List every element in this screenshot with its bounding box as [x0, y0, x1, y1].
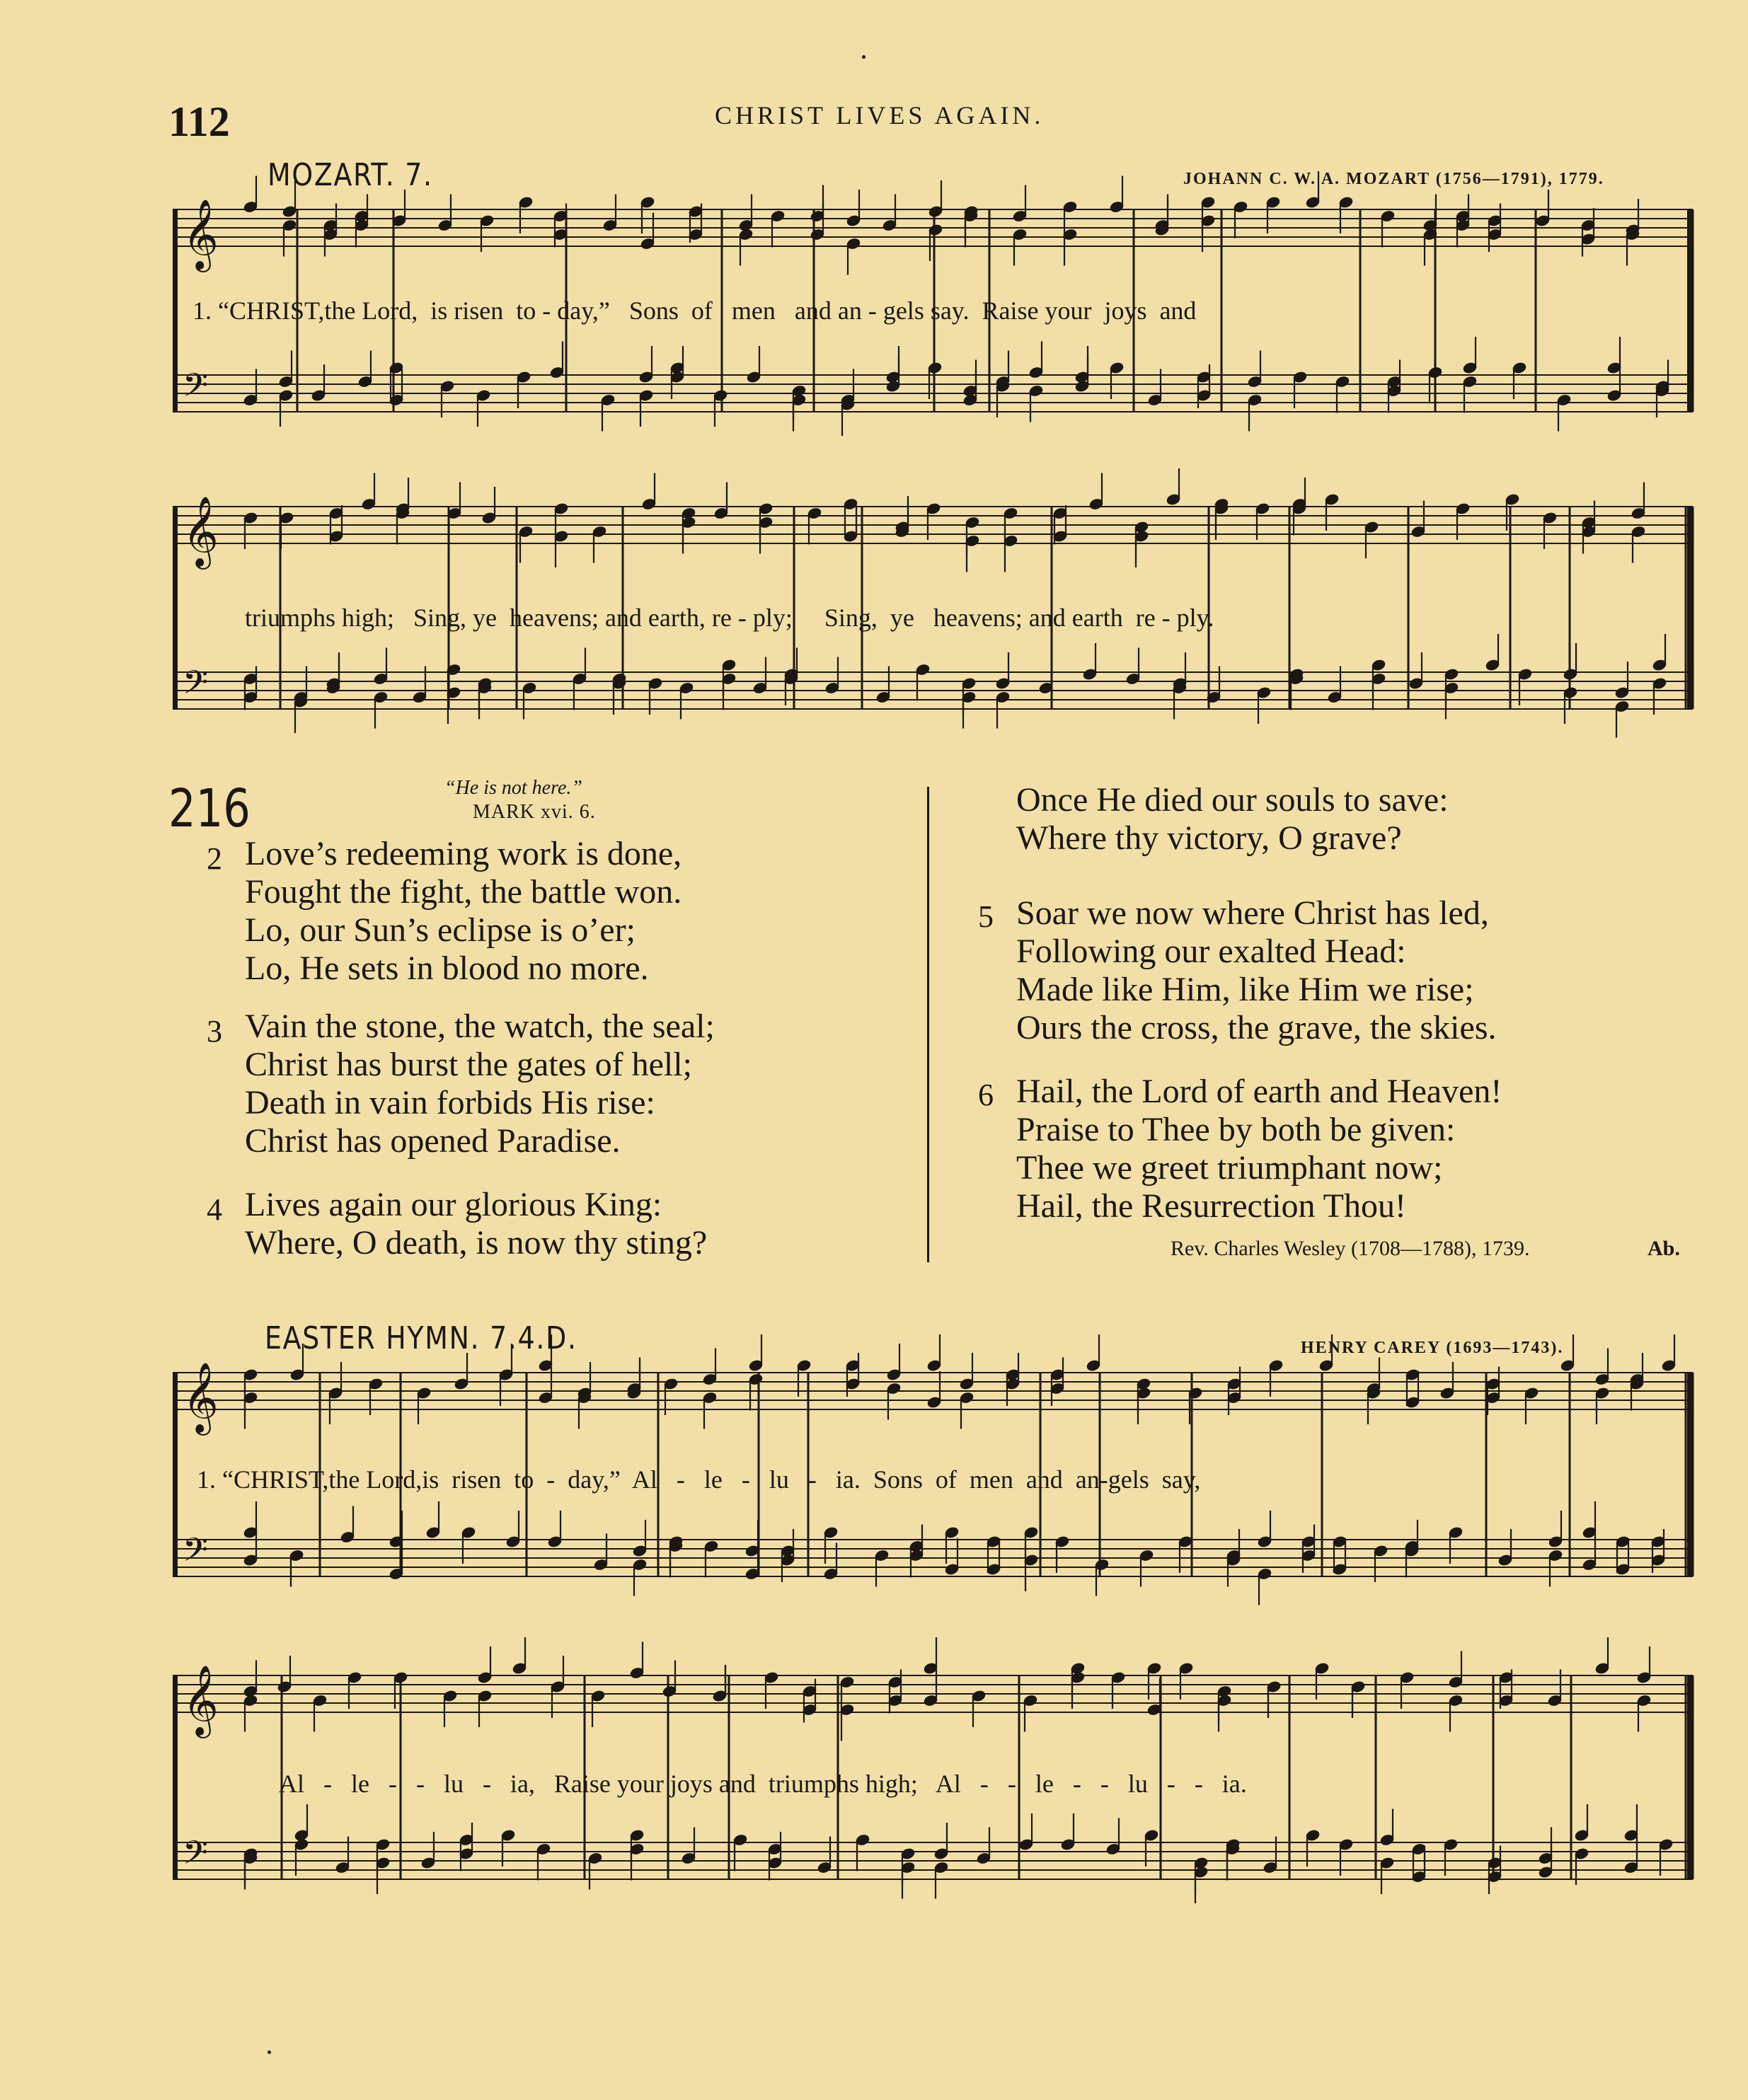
column-divider — [927, 787, 929, 1262]
lyrics-line-4: Al - le - - lu - ia, Raise your joys and triumphs high; Al - - le - - lu - - ia. — [279, 1770, 1247, 1798]
lyrics-line-1: 1. “CHRIST,the Lord, is risen to - day,” Sons of men and an - gels say. Raise your joys and — [192, 296, 1197, 325]
scripture-quote: “He is not here.” — [444, 777, 582, 799]
stanza-line: Made like Him, like Him we rise; — [1016, 971, 1474, 1008]
tune-name-mozart: MOZART. 7. — [268, 157, 433, 193]
stanza-line: Thee we greet triumphant now; — [1016, 1149, 1443, 1187]
stanza-5 — [1016, 894, 1497, 1047]
treble-clef-icon: 𝄞 — [183, 199, 219, 270]
paper-speck — [268, 2050, 271, 2054]
stanza-line: Ours the cross, the grave, the skies. — [1016, 1009, 1497, 1046]
stanza-number: 6 — [978, 1078, 994, 1112]
stanza-line: Hail, the Lord of earth and Heaven! — [1016, 1073, 1502, 1110]
stanza-line: Where, O death, is now thy sting? — [245, 1224, 708, 1262]
stanza-line: Vain the stone, the watch, the seal; — [245, 1008, 715, 1045]
composer-carey: HENRY CAREY (1693—1743). — [1301, 1339, 1564, 1357]
stanza-3 — [245, 1008, 715, 1160]
stanza-4-second-half — [1016, 781, 1449, 858]
stanza-line: Death in vain forbids His rise: — [245, 1084, 655, 1121]
treble-clef-icon: 𝄞 — [183, 1665, 219, 1736]
key-indicator: Ab. — [1648, 1237, 1680, 1260]
stanza-line: Lives again our glorious King: — [245, 1186, 662, 1223]
stanza-4-first-half — [245, 1186, 707, 1262]
treble-clef-icon: 𝄞 — [183, 1362, 219, 1433]
tune-name-easter-hymn: EASTER HYMN. 7.4.D. — [265, 1320, 577, 1356]
stanza-line: Following our exalted Head: — [1016, 933, 1406, 970]
stanza-line: Praise to Thee by both be given: — [1016, 1111, 1456, 1148]
hymn-author: Rev. Charles Wesley (1708—1788), 1739. — [1171, 1237, 1530, 1260]
stanza-line: Soar we now where Christ has led, — [1016, 894, 1489, 932]
stanza-number: 5 — [978, 899, 994, 934]
stanza-line: Hail, the Resurrection Thou! — [1016, 1187, 1406, 1225]
lyrics-line-2: triumphs high; Sing, ye heavens; and earth, re - ply; Sing, ye heavens; and earth re - ply. — [245, 604, 1214, 632]
bass-clef-icon: 𝄢 — [183, 1531, 209, 1577]
lyrics-line-3: 1. “CHRIST,the Lord,is risen to - day,” Al - le - lu - ia. Sons of men and an-gels say, — [197, 1465, 1201, 1494]
stanza-6 — [1016, 1073, 1502, 1225]
composer-mozart: JOHANN C. W. A. MOZART (1756—1791), 1779. — [1183, 170, 1604, 188]
treble-clef-icon: 𝄞 — [183, 496, 219, 567]
bass-clef-icon: 𝄢 — [183, 1834, 209, 1880]
stanza-line: Once He died our souls to save: — [1016, 781, 1449, 819]
stanza-line: Christ has opened Paradise. — [245, 1122, 621, 1160]
bass-clef-icon: 𝄢 — [183, 664, 209, 710]
stanza-2 — [245, 835, 682, 988]
stanza-line: Love’s redeeming work is done, — [245, 835, 682, 872]
running-head: CHRIST LIVES AGAIN. — [715, 101, 1045, 129]
stanza-number: 2 — [207, 841, 222, 876]
page-number: 112 — [168, 98, 230, 145]
stanza-line: Where thy victory, O grave? — [1016, 819, 1402, 857]
paper-speck — [862, 55, 866, 59]
hymn-number: 216 — [168, 778, 251, 839]
stanza-number: 3 — [207, 1014, 222, 1049]
stanza-line: Lo, our Sun’s eclipse is o’er; — [245, 911, 636, 949]
stanza-line: Christ has burst the gates of hell; — [245, 1046, 692, 1083]
stanza-line: Lo, He sets in blood no more. — [245, 950, 649, 987]
stanza-line: Fought the fight, the battle won. — [245, 873, 682, 911]
stanza-number: 4 — [207, 1192, 222, 1227]
bass-clef-icon: 𝄢 — [183, 367, 209, 412]
scripture-reference: MARK xvi. 6. — [473, 801, 596, 823]
